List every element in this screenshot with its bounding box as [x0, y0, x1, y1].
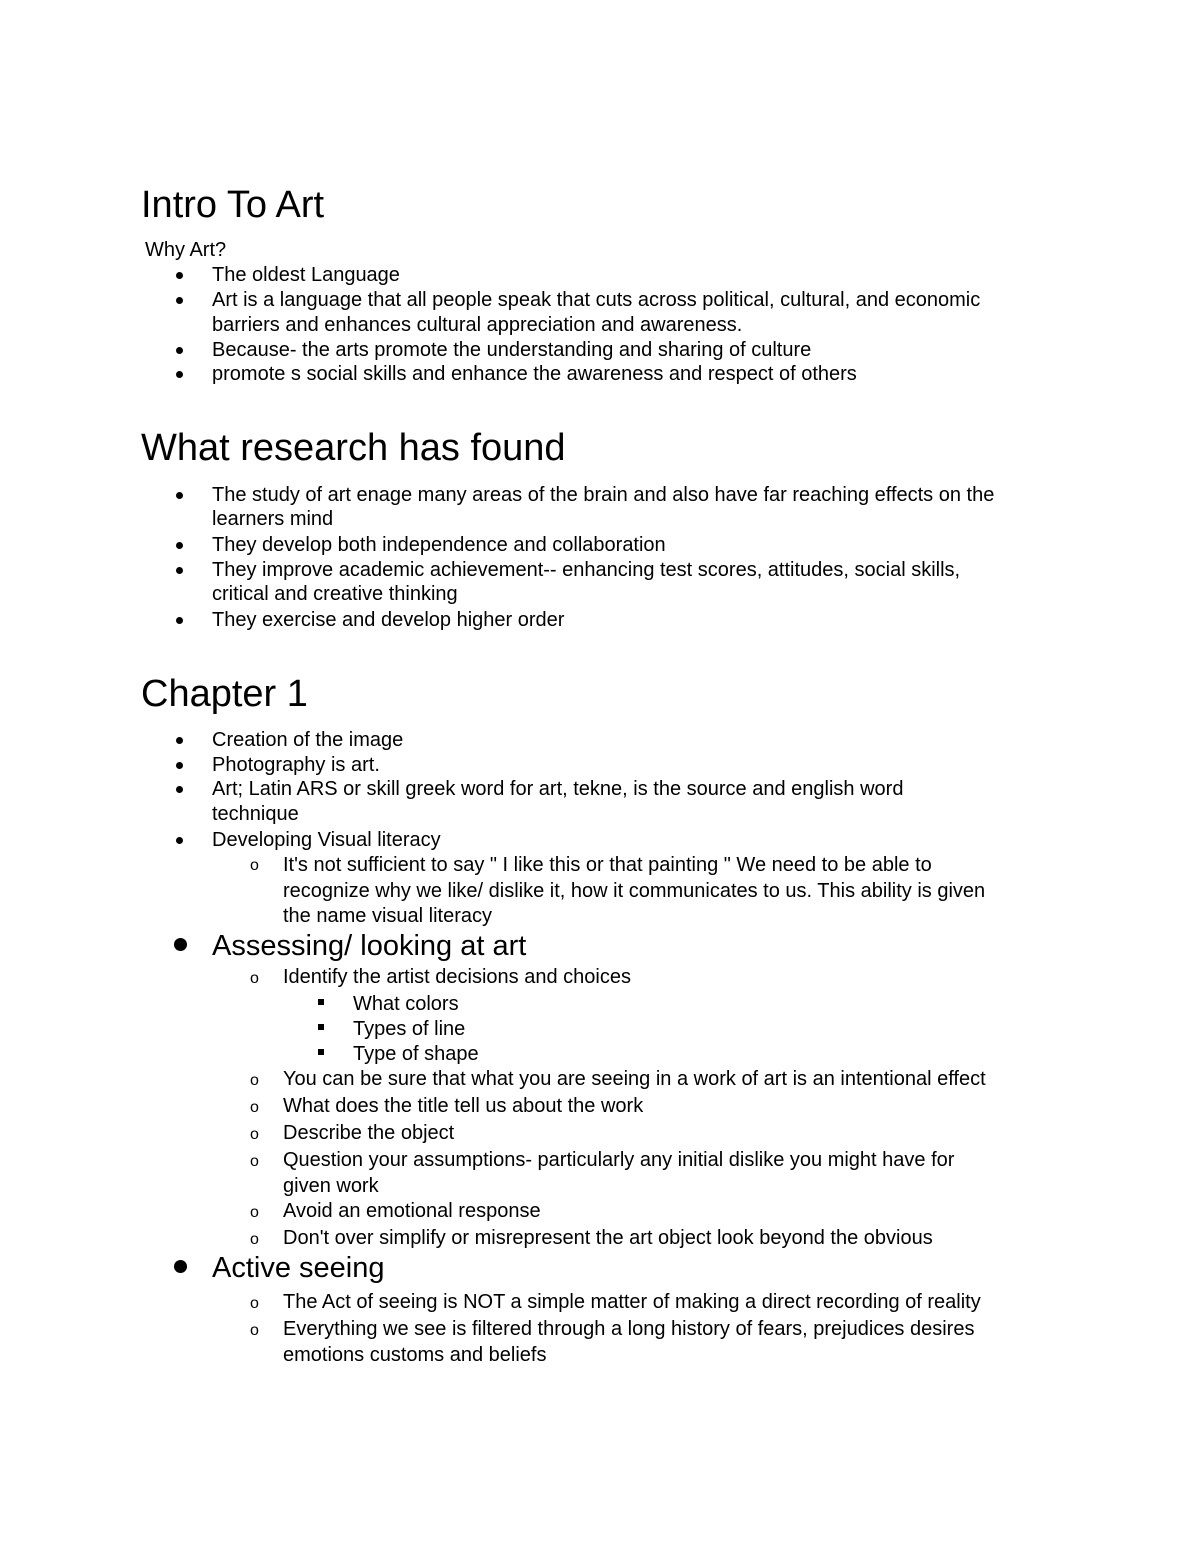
list-item: Photography is art.	[212, 754, 380, 776]
bullet-dot	[176, 542, 183, 549]
square-bullet-icon	[318, 999, 324, 1005]
heading-intro: Intro To Art	[141, 184, 325, 226]
bullet-dot-large	[174, 938, 187, 951]
list-item: They exercise and develop higher order	[212, 609, 565, 631]
sub-list-item: What does the title tell us about the work	[283, 1095, 644, 1117]
bullet-dot	[176, 297, 183, 304]
circle-bullet-icon: o	[250, 857, 259, 874]
bullet-dot	[176, 492, 183, 499]
sub-list-item: Avoid an emotional response	[283, 1200, 541, 1222]
sub-list-item: You can be sure that what you are seeing in a work of art is an intentional effect	[283, 1068, 986, 1090]
list-item: promote s social skills and enhance the awareness and respect of others	[212, 363, 857, 385]
bullet-dot	[176, 786, 183, 793]
circle-bullet-icon: o	[250, 1231, 259, 1248]
circle-bullet-icon: o	[250, 1153, 259, 1170]
list-item: Art; Latin ARS or skill greek word for art, tekne, is the source and english word	[212, 778, 904, 800]
square-bullet-icon	[318, 1049, 324, 1055]
sub-list-item: Question your assumptions- particularly any initial dislike you might have for	[283, 1149, 955, 1171]
sub-list-item: Identify the artist decisions and choices	[283, 966, 631, 988]
list-item-continuation: critical and creative thinking	[212, 583, 458, 605]
sub-sub-list-item: Types of line	[353, 1018, 466, 1040]
bullet-dot	[176, 837, 183, 844]
circle-bullet-icon: o	[250, 1295, 259, 1312]
sub-sub-list-item: What colors	[353, 993, 459, 1015]
list-item: Creation of the image	[212, 729, 404, 751]
list-item: Art is a language that all people speak that cuts across political, cultural, and economic	[212, 289, 981, 311]
sub-list-item: It's not sufficient to say " I like this or that painting " We need to be able to	[283, 854, 932, 876]
list-item: They improve academic achievement-- enhancing test scores, attitudes, social skills,	[212, 559, 961, 581]
list-item: Because- the arts promote the understanding and sharing of culture	[212, 339, 812, 361]
sub-list-item: Don't over simplify or misrepresent the art object look beyond the obvious	[283, 1227, 933, 1249]
circle-bullet-icon: o	[250, 1322, 259, 1339]
sub-sub-list-item: Type of shape	[353, 1043, 479, 1065]
sub-list-item-continuation: recognize why we like/ dislike it, how it communicates to us. This ability is given	[283, 880, 986, 902]
circle-bullet-icon: o	[250, 1072, 259, 1089]
sub-list-item-continuation: given work	[283, 1175, 379, 1197]
bullet-dot	[176, 762, 183, 769]
sub-list-item-continuation: the name visual literacy	[283, 905, 492, 927]
bullet-dot-large	[174, 1260, 187, 1273]
sub-list-item: The Act of seeing is NOT a simple matter of making a direct recording of reality	[283, 1291, 981, 1313]
list-item: The study of art enage many areas of the brain and also have far reaching effects on the	[212, 484, 995, 506]
bullet-dot	[176, 617, 183, 624]
circle-bullet-icon: o	[250, 970, 259, 987]
heading-assessing: Assessing/ looking at art	[212, 930, 527, 962]
heading-active-seeing: Active seeing	[212, 1252, 385, 1284]
bullet-dot	[176, 737, 183, 744]
bullet-dot	[176, 347, 183, 354]
bullet-dot	[176, 371, 183, 378]
heading-research: What research has found	[141, 427, 566, 469]
sub-list-item: Describe the object	[283, 1122, 455, 1144]
list-item: Developing Visual literacy	[212, 829, 441, 851]
list-item: The oldest Language	[212, 264, 400, 286]
bullet-dot	[176, 272, 183, 279]
square-bullet-icon	[318, 1024, 324, 1030]
bullet-dot	[176, 567, 183, 574]
circle-bullet-icon: o	[250, 1099, 259, 1116]
circle-bullet-icon: o	[250, 1126, 259, 1143]
list-item-continuation: learners mind	[212, 508, 334, 530]
heading-chapter-1: Chapter 1	[141, 673, 308, 715]
circle-bullet-icon: o	[250, 1204, 259, 1221]
sub-list-item-continuation: emotions customs and beliefs	[283, 1344, 547, 1366]
sub-list-item: Everything we see is filtered through a long history of fears, prejudices desires	[283, 1318, 975, 1340]
list-item-continuation: barriers and enhances cultural appreciation and awareness.	[212, 314, 743, 336]
subheading-why-art: Why Art?	[145, 239, 227, 261]
list-item-continuation: technique	[212, 803, 299, 825]
list-item: They develop both independence and collaboration	[212, 534, 666, 556]
